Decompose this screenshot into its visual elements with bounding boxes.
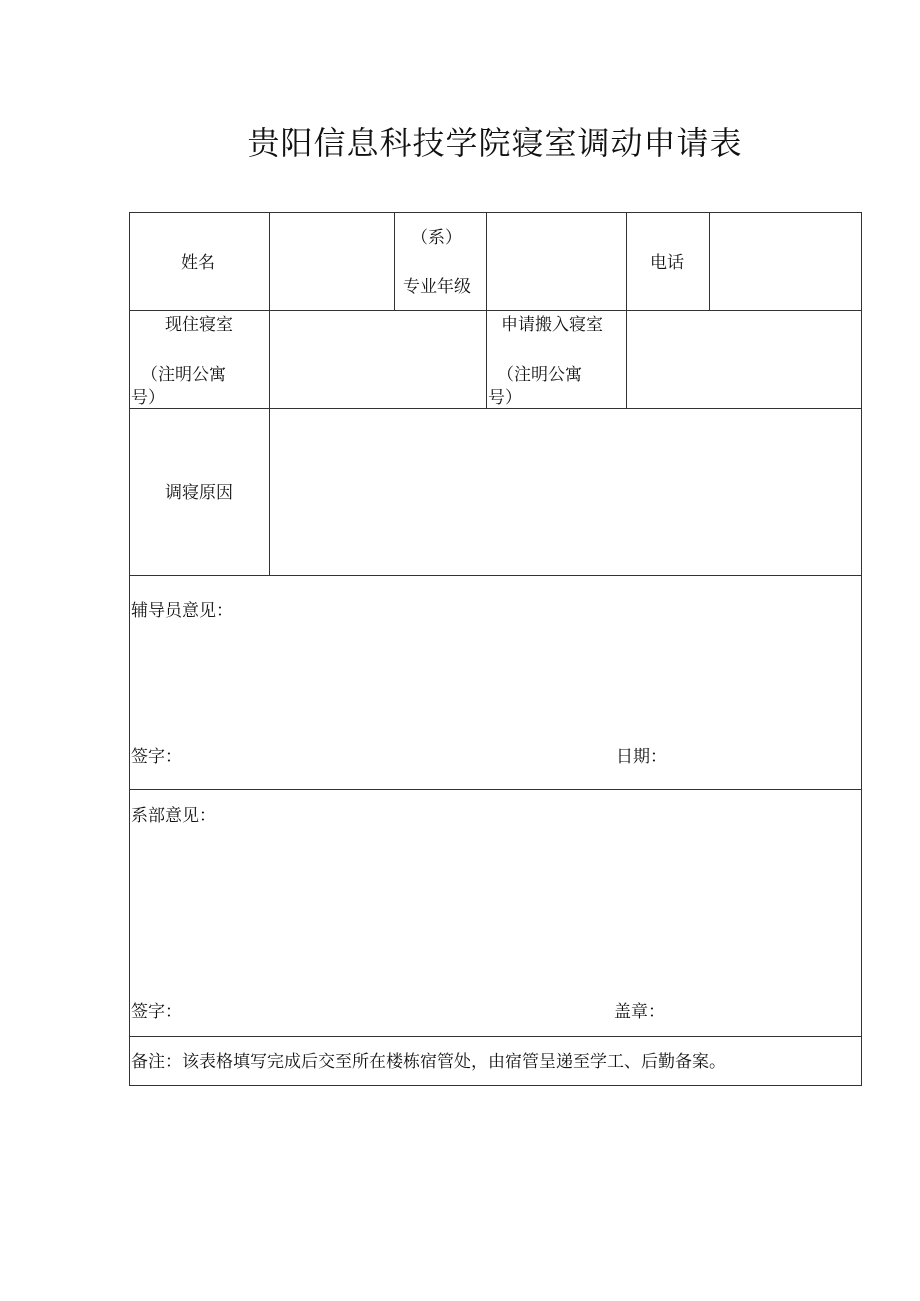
row-divider	[130, 1036, 861, 1037]
apply-dorm-note: （注明公寓	[497, 365, 582, 385]
department-signature-label: 签字：	[131, 1002, 182, 1022]
apply-dorm-note-end: 号）	[488, 388, 522, 408]
current-dorm-note-end: 号）	[131, 388, 165, 408]
reason-label: 调寝原因	[165, 483, 233, 503]
apply-dorm-label: 申请搬入寝室	[501, 315, 603, 335]
major-grade-label: 专业年级	[403, 277, 471, 297]
counselor-opinion-label: 辅导员意见：	[131, 601, 233, 621]
name-label: 姓名	[181, 253, 215, 273]
name-field[interactable]	[270, 214, 393, 309]
page-title: 贵阳信息科技学院寝室调动申请表	[247, 124, 743, 162]
counselor-signature-label: 签字：	[131, 747, 182, 767]
reason-field[interactable]	[270, 409, 861, 574]
department-major-field[interactable]	[487, 214, 625, 309]
counselor-date-label: 日期：	[616, 747, 667, 767]
current-dorm-field[interactable]	[270, 311, 485, 407]
remark-text: 备注：该表格填写完成后交至所在楼栋宿管处，由宿管呈递至学工、后勤备案。	[131, 1052, 726, 1072]
department-opinion-field[interactable]	[131, 831, 860, 981]
phone-field[interactable]	[710, 214, 861, 309]
department-seal-label: 盖章：	[614, 1002, 665, 1022]
col-divider	[394, 213, 395, 310]
counselor-opinion-field[interactable]	[131, 625, 860, 735]
current-dorm-note: （注明公寓	[141, 365, 226, 385]
col-divider	[626, 213, 627, 310]
row-divider	[130, 789, 861, 790]
department-label-top: （系）	[411, 228, 462, 248]
apply-dorm-field[interactable]	[627, 311, 861, 407]
current-dorm-label: 现住寝室	[165, 315, 233, 335]
phone-label: 电话	[650, 253, 684, 273]
application-form	[129, 212, 862, 1086]
row-divider	[130, 575, 861, 576]
col-divider	[486, 310, 487, 408]
department-opinion-label: 系部意见：	[131, 806, 216, 826]
